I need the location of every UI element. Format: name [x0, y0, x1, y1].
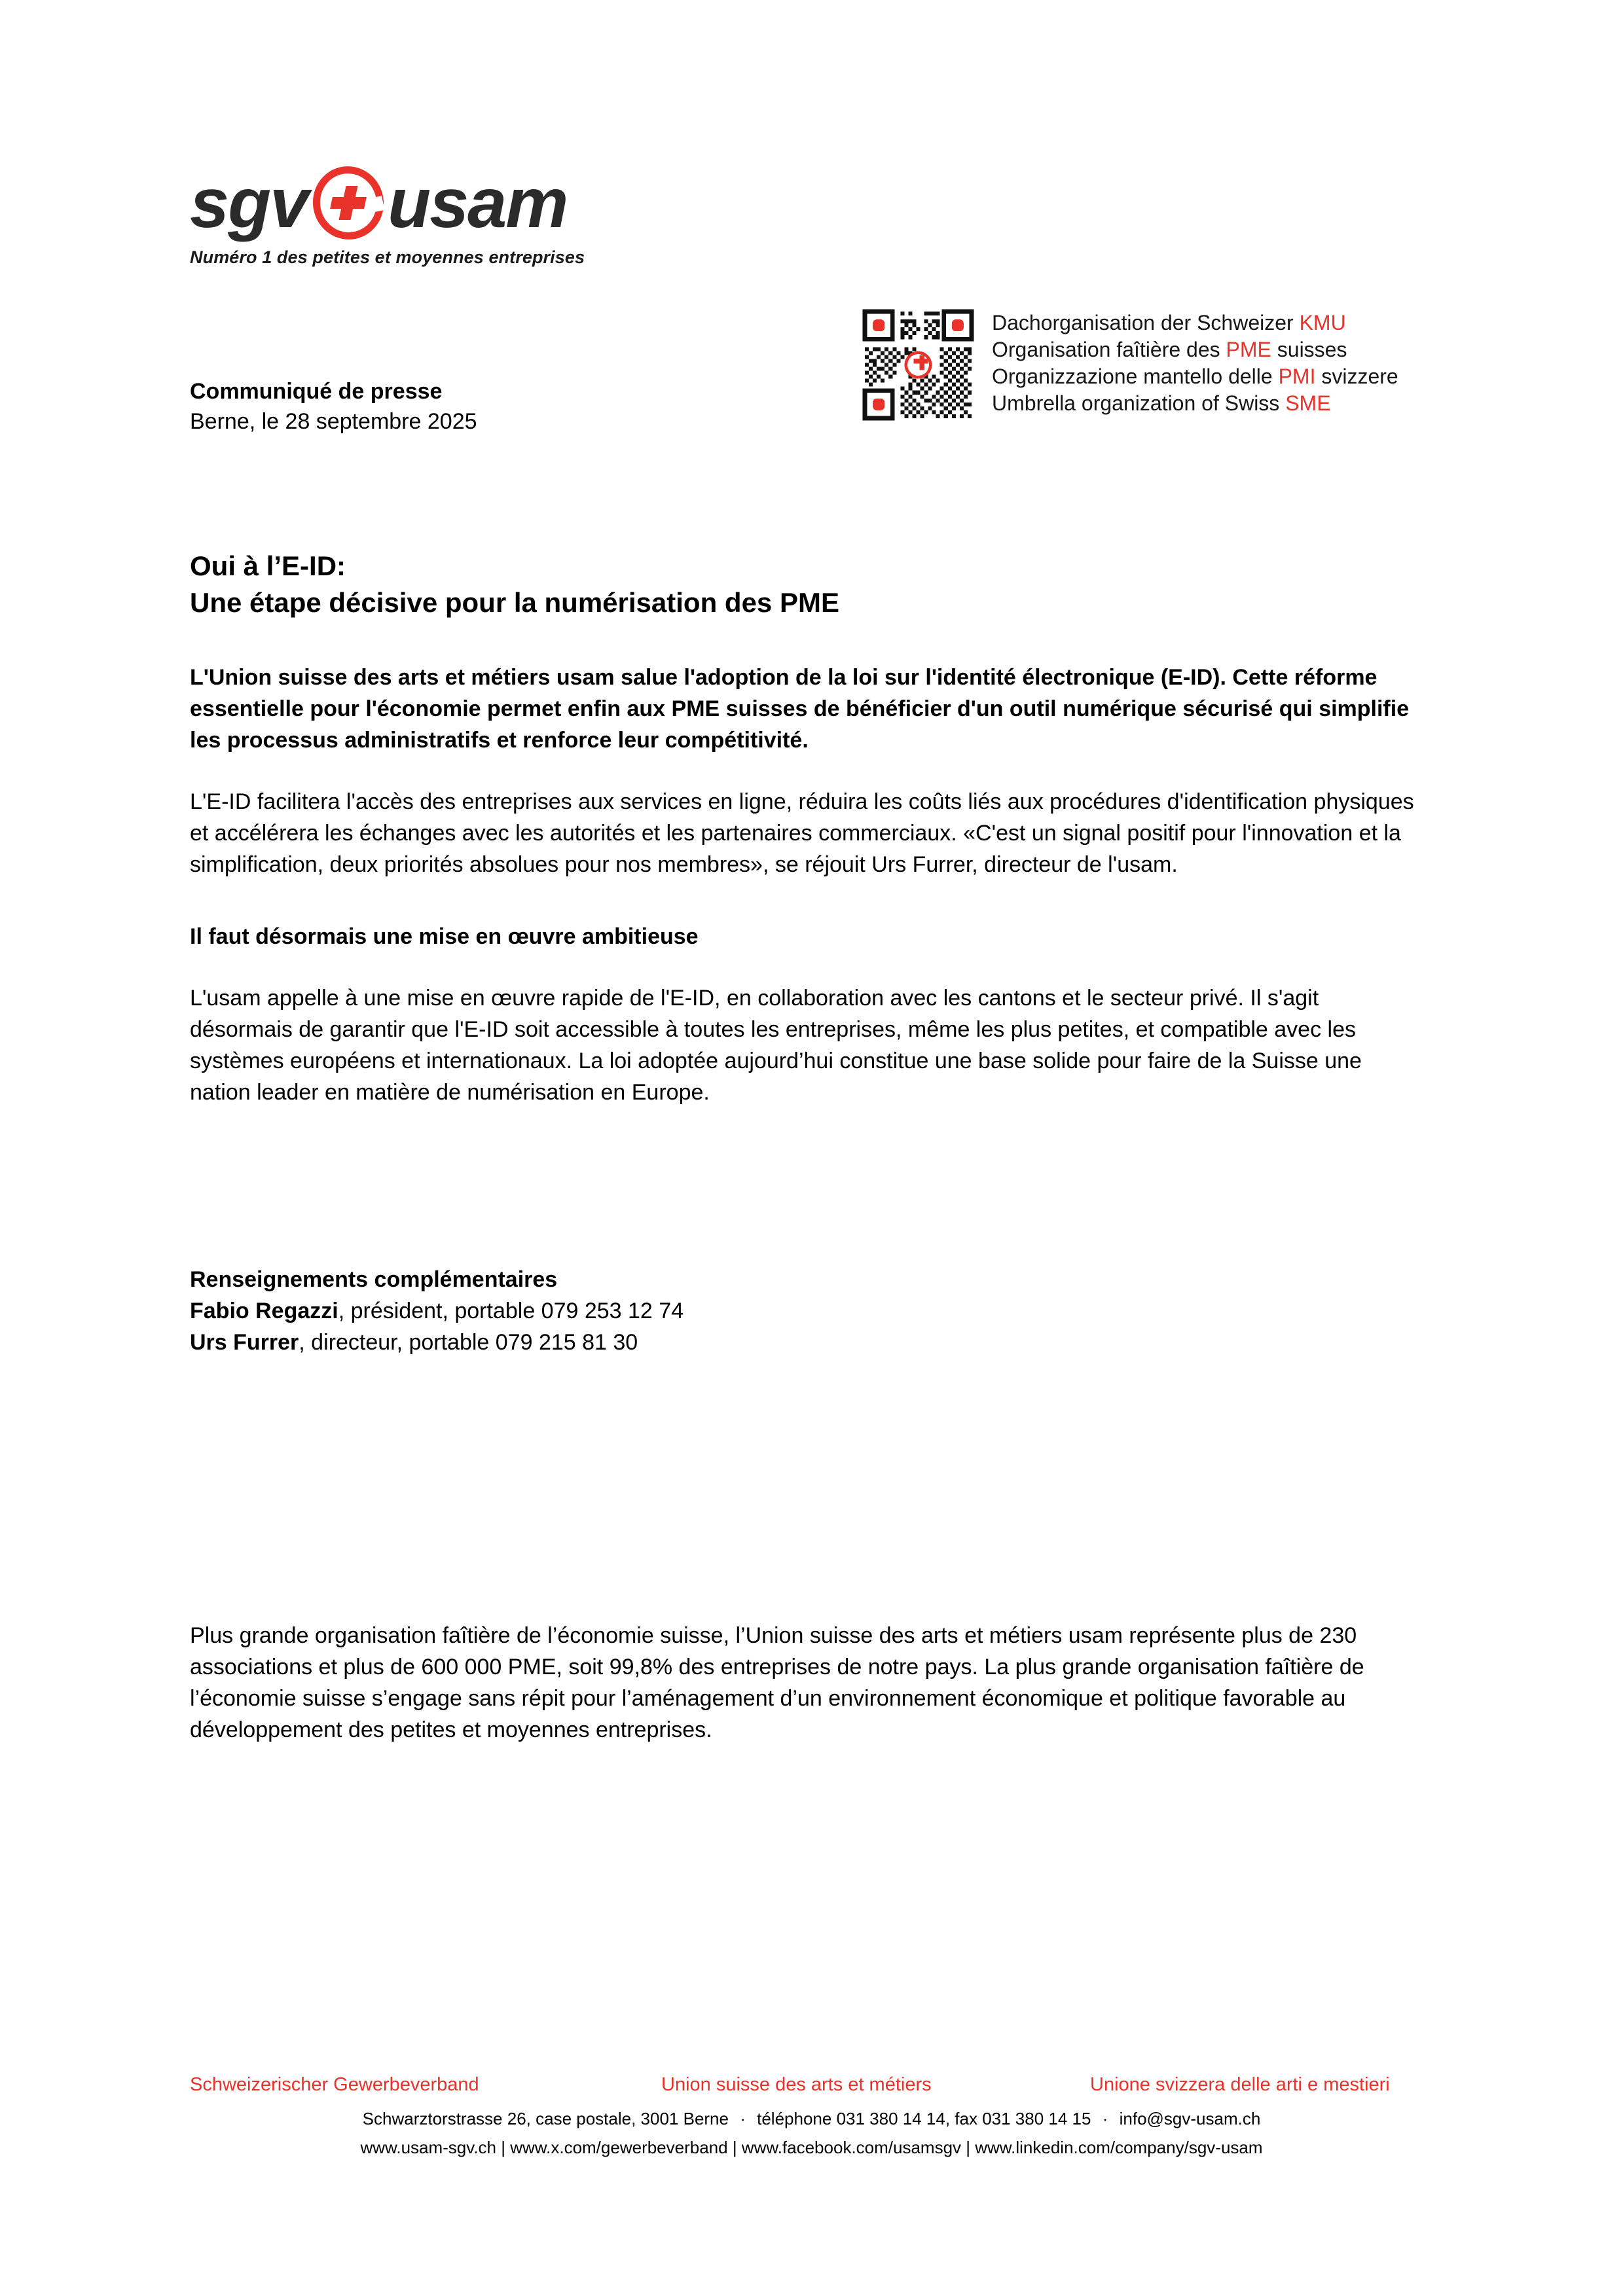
swiss-cross-oval-icon [313, 166, 384, 240]
footer-links-line[interactable] [0, 2134, 1623, 2161]
lead-paragraph: L'Union suisse des arts et métiers usam salue l'adoption de la loi sur l'identité électronique (E-ID). Cette réforme essentielle pour l'économie permet enfin aux PME suisses de bénéficier d'un outil numérique sécurisé qui simplifie les processus administratifs et renforce leur compétitivité. [190, 665, 1410, 753]
footer-address: Schwarztorstrasse 26, case postale, 3001 Berne [362, 2109, 729, 2128]
logo-text-usam: usam [388, 163, 568, 242]
body-paragraph-1: L'E-ID facilitera l'accès des entreprises aux services en ligne, réduira les coûts liés aux procédures d'identification physiques et accélérera les échanges avec les autorités et les partenaires commerciaux. «C'est un signal positif pour l'innovation et la simplification, deux priorités absolues pour nos membres», se réjouit Urs Furrer, directeur de l'usam. [190, 789, 1414, 877]
claim-line-en: Umbrella organization of Swiss SME [992, 391, 1331, 415]
footer-separator-1: · [740, 2109, 746, 2128]
footer-org-de: Schweizerischer Gewerbeverband [190, 2074, 479, 2095]
logo-wordmark [190, 164, 648, 242]
claim-line-de: Dachorganisation der Schweizer KMU [992, 311, 1346, 334]
footer-address-line [0, 2106, 1623, 2132]
document-body [190, 376, 1421, 1746]
page-title [190, 548, 1421, 621]
claim-line-fr: Organisation faîtière des PME suisses [992, 338, 1347, 361]
title-line-1: Oui à l’E-ID: [190, 550, 346, 581]
contact-person-2 [190, 1327, 1421, 1358]
contacts-heading: Renseignements complémentaires [190, 1267, 558, 1292]
document-footer [0, 2072, 1623, 2161]
claim-line-it: Organizzazione mantello delle PMI svizzere [992, 365, 1398, 388]
footer-org-names [0, 2072, 1623, 2103]
footer-org-fr: Union suisse des arts et métiers [661, 2074, 932, 2095]
contact-person-1 [190, 1295, 1421, 1327]
logo-tagline: Numéro 1 des petites et moyennes entreprises [190, 247, 585, 267]
footer-links[interactable]: www.usam-sgv.ch | www.x.com/gewerbeverband | www.facebook.com/usamsgv | www.linkedin.com/company/sgv-usam [360, 2138, 1263, 2157]
footer-email[interactable]: info@sgv-usam.ch [1119, 2109, 1261, 2128]
usam-logo [190, 164, 648, 268]
footer-separator-2: · [1102, 2109, 1108, 2128]
dateline: Berne, le 28 septembre 2025 [190, 409, 477, 434]
section-subheading: Il faut désormais une mise en œuvre ambitieuse [190, 924, 699, 949]
contact-detail-2: , directeur, portable 079 215 81 30 [299, 1330, 638, 1355]
body-paragraph-2: L'usam appelle à une mise en œuvre rapide de l'E-ID, en collaboration avec les cantons et le secteur privé. Il s'agit désormais de garantir que l'E-ID soit accessible à toutes les entreprises, même les plus petites, et compatible avec les systèmes européens et internationaux. La loi adoptée aujourd’hui constitue une base solide pour faire de la Suisse une nation leader en matière de numérisation en Europe. [190, 986, 1362, 1105]
footer-phone: téléphone 031 380 14 14, fax 031 380 14 15 [757, 2109, 1091, 2128]
contact-name-1: Fabio Regazzi [190, 1299, 338, 1323]
document-kind: Communiqué de presse [190, 379, 443, 404]
boilerplate-paragraph: Plus grande organisation faîtière de l’économie suisse, l’Union suisse des arts et métiers usam représente plus de 230 associations et plus de 600 000 PME, soit 99,8% des entreprises de notre pays. La plus grande organisation faîtière de l’économie suisse s’engage sans répit pour l’aménagement d’un environnement économique et politique favorable au développement des petites et moyennes entreprises. [190, 1623, 1364, 1742]
contact-name-2: Urs Furrer [190, 1330, 299, 1355]
contact-detail-1: , président, portable 079 253 12 74 [338, 1299, 684, 1323]
title-line-2: Une étape décisive pour la numérisation des PME [190, 587, 839, 618]
footer-org-it: Unione svizzera delle arti e mestieri [1090, 2074, 1390, 2095]
logo-text-sgv: sgv [190, 163, 308, 242]
